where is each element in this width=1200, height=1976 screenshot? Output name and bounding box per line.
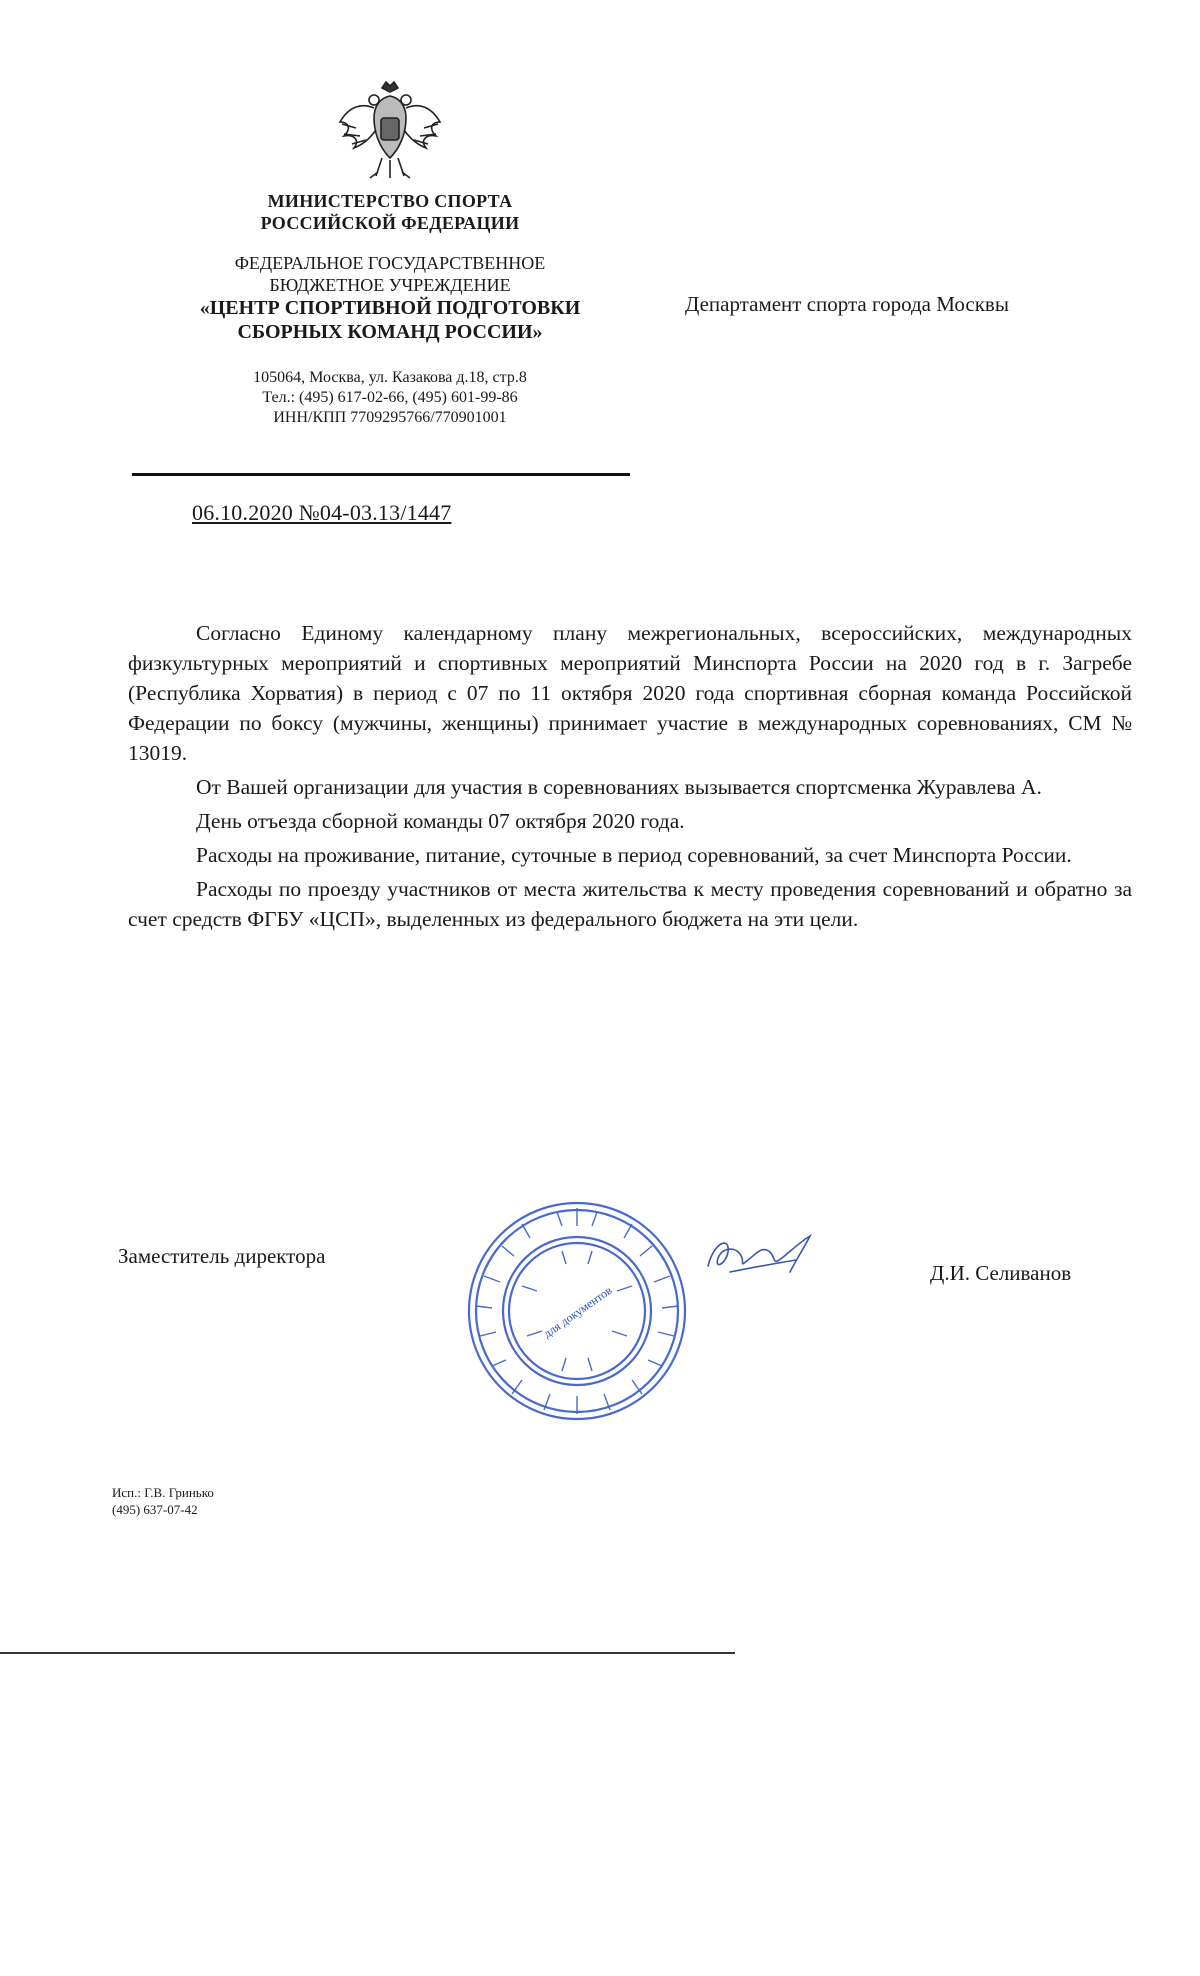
org-inn: ИНН/КПП 7709295766/770901001: [273, 409, 507, 426]
document-reference: 06.10.2020 №04-03.13/1447: [192, 500, 452, 525]
body-paragraph-1: Согласно Единому календарному плану межрегиональных, всероссийских, международных физкультурных мероприятий и спортивных мероприятий Минспорта России на 2020 год в г. Загребе (Республика Хорватия) в период с 07 по 11 октября 2020 года спортивная сборная команда Российской Федерации по боксу (мужчины, женщины) принимает участие в международных соревнованиях, СМ № 13019.: [128, 621, 1132, 765]
body-paragraph-2: От Вашей организации для участия в соревнованиях вызывается спортсменка Журавлева А.: [196, 775, 1042, 799]
org-address: 105064, Москва, ул. Казакова д.18, стр.8: [253, 369, 527, 386]
executor-name: Исп.: Г.В. Гринько: [112, 1485, 214, 1500]
org-contacts: [130, 368, 650, 428]
body-paragraph-5: Расходы по проезду участников от места жительства к месту проведения соревнований и обратно за счет средств ФГБУ «ЦСП», выделенных из федерального бюджета на эти цели.: [128, 877, 1132, 931]
letter-body: [128, 618, 1132, 938]
addressee: Департамент спорта города Москвы: [685, 292, 1009, 316]
official-seal-stamp: [462, 1196, 692, 1426]
page-edge-line: [0, 1652, 735, 1654]
letterhead: [130, 190, 650, 428]
org-line-4: СБОРНЫХ КОМАНД РОССИИ»: [237, 321, 543, 343]
ministry-name: [130, 190, 650, 234]
signatory-title: Заместитель директора: [118, 1244, 326, 1268]
org-line-3: «ЦЕНТР СПОРТИВНОЙ ПОДГОТОВКИ: [199, 297, 581, 319]
seal-inner-text: для документов: [540, 1283, 615, 1341]
org-line-2: БЮДЖЕТНОЕ УЧРЕЖДЕНИЕ: [269, 275, 511, 295]
handwritten-signature: [700, 1222, 830, 1282]
body-paragraph-3: День отъезда сборной команды 07 октября 2020 года.: [196, 809, 685, 833]
ministry-line-1: МИНИСТЕРСТВО СПОРТА: [267, 191, 513, 211]
org-phones: Тел.: (495) 617-02-66, (495) 601-99-86: [262, 389, 518, 406]
signatory-name: Д.И. Селиванов: [930, 1261, 1072, 1285]
letterhead-divider: [132, 473, 630, 476]
body-paragraph-4: Расходы на проживание, питание, суточные в период соревнований, за счет Минспорта России.: [196, 843, 1072, 867]
organization-name: [130, 252, 650, 344]
org-line-1: ФЕДЕРАЛЬНОЕ ГОСУДАРСТВЕННОЕ: [234, 253, 546, 273]
ministry-line-2: РОССИЙСКОЙ ФЕДЕРАЦИИ: [260, 213, 520, 233]
coat-of-arms-icon: [330, 78, 450, 188]
executor-phone: (495) 637-07-42: [112, 1502, 198, 1517]
executor-info: [112, 1484, 214, 1518]
